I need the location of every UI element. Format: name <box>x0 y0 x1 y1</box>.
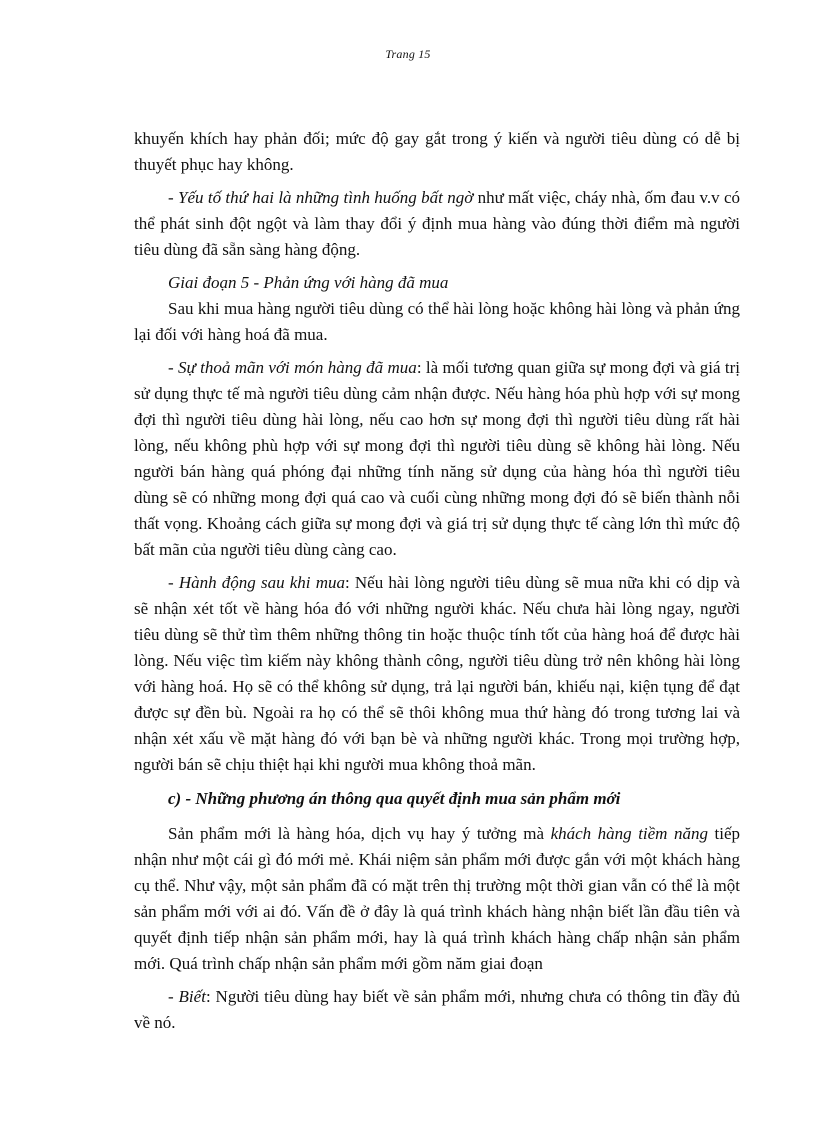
paragraph-text: Sau khi mua hàng người tiêu dùng có thể hài lòng hoặc không hài lòng và phản ứng lại đối với hàng hoá đã mua. <box>134 299 740 344</box>
paragraph-awareness <box>134 984 740 1036</box>
paragraph-text: tiếp nhận như một cái gì đó mới mẻ. Khái niệm sản phẩm mới được gắn với một khách hàng cụ thể. Như vậy, một sản phẩm đã có mặt trên thị trường một thời gian vẫn có thể là một sản phẩm mới với ai đó. Vấn đề ở đây là quá trình khách hàng nhận biết lần đầu tiên và quyết định tiếp nhận sản phẩm mới, hay là quá trình khách hàng chấp nhận sản phẩm mới. Quá trình chấp nhận sản phẩm mới gồm năm giai đoạn <box>134 824 740 973</box>
paragraph-text: : Người tiêu dùng hay biết về sản phẩm mới, nhưng chưa có thông tin đầy đủ về nó. <box>134 987 740 1032</box>
emphasis-text: - Biết <box>168 987 206 1006</box>
paragraph-text: : Nếu hài lòng người tiêu dùng sẽ mua nữa khi có dịp và sẽ nhận xét tốt về hàng hóa đó với những người khác. Nếu chưa hài lòng ngay, người tiêu dùng sẽ thử tìm thêm những thông tin hoặc thuộc tính tốt của hàng hoá để được hài lòng. Nếu việc tìm kiếm này không thành công, người tiêu dùng trở nên không hài lòng với hàng hoá. Họ sẽ có thể không sử dụng, trả lại người bán, khiếu nại, kiện tụng để đạt được sự đền bù. Ngoài ra họ có thể sẽ thôi không mua thứ hàng đó trong tương lai và nhận xét xấu về mặt hàng đó với bạn bè và những người khác. Trong mọi trường hợp, người bán sẽ chịu thiệt hại khi người mua không thoả mãn. <box>134 573 740 774</box>
page-number: Trang 15 <box>385 47 431 61</box>
emphasis-text: - Yếu tố thứ hai là những tình huống bất ngờ <box>168 188 474 207</box>
paragraph-satisfaction <box>134 355 740 563</box>
document-body <box>134 126 740 1043</box>
paragraph-continuation <box>134 126 740 178</box>
paragraph-text: : là mối tương quan giữa sự mong đợi và giá trị sử dụng thực tế mà người tiêu dùng cảm nhận được. Nếu hàng hóa phù hợp với sự mong đợi thì người tiêu dùng hài lòng, nếu cao hơn sự mong đợi thì người tiêu dùng rất hài lòng, nếu không phù hợp với sự mong đợi thì người tiêu dùng sẽ không hài lòng. Nếu người bán hàng quá phóng đại những tính năng sử dụng của hàng hóa thì người tiêu dùng sẽ có những mong đợi quá cao và cuối cùng những mong đợi đó sẽ biến thành nỗi thất vọng. Khoảng cách giữa sự mong đợi và giá trị sử dụng thực tế càng lớn thì mức độ bất mãn của người tiêu dùng càng cao. <box>134 358 740 559</box>
paragraph-post-purchase-action <box>134 570 740 778</box>
emphasis-text: - Sự thoả mãn với món hàng đã mua <box>168 358 417 377</box>
paragraph-text: như mất việc, cháy nhà, ốm đau v.v có thể phát sinh đột ngột và làm thay đổi ý định mua hàng vào đúng thời điểm mà người tiêu dùng đã sẵn sàng hàng động. <box>134 188 740 259</box>
emphasis-text: - Hành động sau khi mua <box>168 573 345 592</box>
stage-title-text: Giai đoạn 5 - Phản ứng với hàng đã mua <box>168 273 449 292</box>
paragraph-text: khuyến khích hay phản đối; mức độ gay gắt trong ý kiến và người tiêu dùng có dễ bị thuyết phục hay không. <box>134 129 740 174</box>
section-c-heading: c) - Những phương án thông qua quyết định mua sản phẩm mới <box>168 789 621 808</box>
paragraph-new-product <box>134 821 740 977</box>
paragraph-unexpected-situations <box>134 185 740 263</box>
emphasis-text: khách hàng tiềm năng <box>550 824 708 843</box>
paragraph-text: Sản phẩm mới là hàng hóa, dịch vụ hay ý tưởng mà <box>168 824 551 843</box>
stage-5-title <box>134 270 740 296</box>
paragraph-after-purchase <box>134 296 740 348</box>
